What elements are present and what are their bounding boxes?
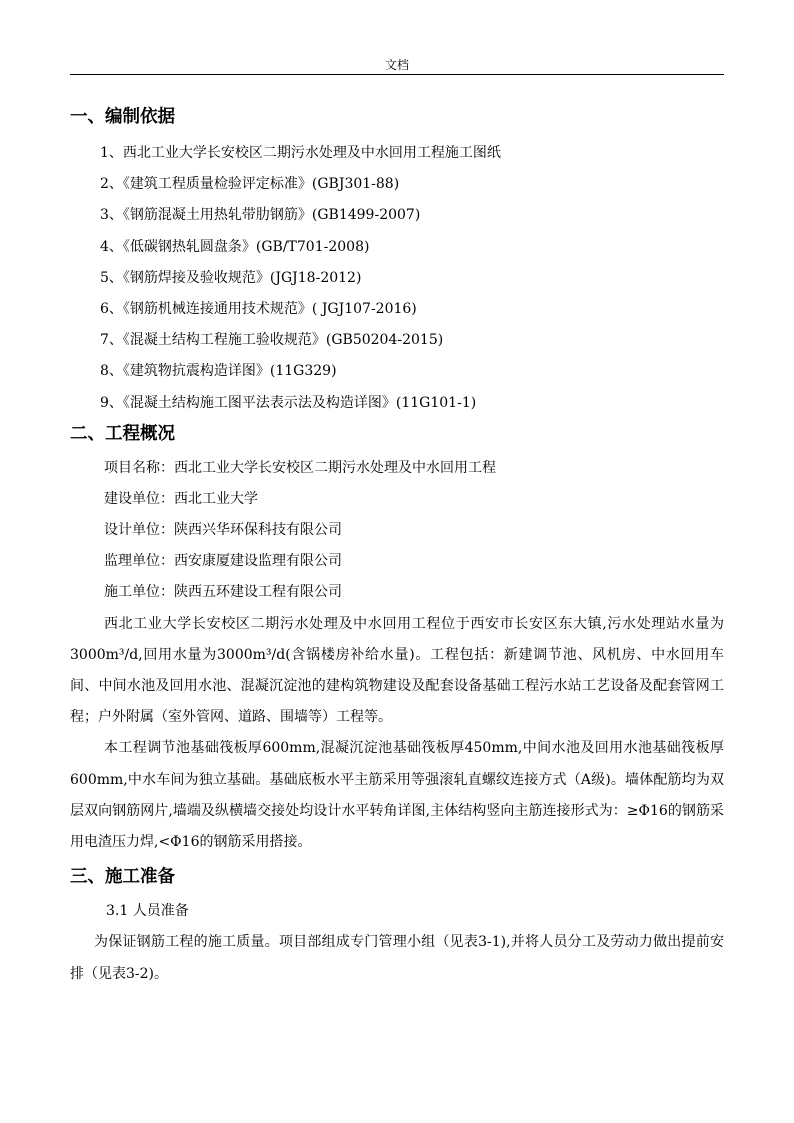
basis-list <box>70 138 724 419</box>
list-item: 5、《钢筋焊接及验收规范》(JGJ18-2012) <box>100 269 362 286</box>
contractor-field: 施工单位：陕西五环建设工程有限公司 <box>104 584 342 601</box>
project-name-field: 项目名称：西北工业大学长安校区二期污水处理及中水回用工程 <box>104 459 496 476</box>
owner-field: 建设单位：西北工业大学 <box>104 490 258 507</box>
page-header: 文档 <box>384 58 409 72</box>
supervisor-field: 监理单位：西安康厦建设监理有限公司 <box>104 553 342 570</box>
prep-paragraph: 为保证钢筋工程的施工质量。项目部组成专门管理小组（见表3-1),并将人员分工及劳动力做出提前安排（见表3-2)。 <box>70 934 724 982</box>
designer-field: 设计单位：陕西兴华环保科技有限公司 <box>104 522 342 539</box>
list-item: 3、《钢筋混凝土用热轧带肋钢筋》(GB1499-2007) <box>100 207 421 224</box>
section-heading-basis: 一、编制依据 <box>70 107 175 127</box>
subsection-heading-personnel: 3.1 人员准备 <box>106 903 189 920</box>
overview-paragraph-1: 西北工业大学长安校区二期污水处理及中水回用工程位于西安市长安区东大镇,污水处理站水量为3000m³/d,回用水量为3000m³/d(含锅楼房补给水量)。工程包括：新建调节池、风机房、中水回用车间、中间水池及回用水池、混凝沉淀池的建构筑物建设及配套设备基础工程污水站工艺设备及配套管网工程；户外附属（室外管网、道路、围墙等）工程等。 <box>70 615 724 726</box>
section-heading-overview: 二、工程概况 <box>70 423 175 444</box>
list-item: 1、西北工业大学长安校区二期污水处理及中水回用工程施工图纸 <box>100 145 501 161</box>
header-divider <box>70 74 724 75</box>
list-item: 2、《建筑工程质量检验评定标准》(GBJ301-88) <box>100 176 400 193</box>
overview-paragraph-2: 本工程调节池基础筏板厚600mm,混凝沉淀池基础筏板厚450mm,中间水池及回用水池基础筏板厚600mm,中水车间为独立基础。基础底板水平主筋采用等强滚轧直螺纹连接方式（A级)。墙体配筋均为双层双向钢筋网片,墙端及纵横墙交接处均设计水平转角详图,主体结构竖向主筋连接形式为：≥Φ16的钢筋采用电渣压力焊,<Φ16的钢筋采用搭接。 <box>70 740 724 851</box>
list-item: 7、《混凝土结构工程施工验收规范》(GB50204-2015) <box>100 332 444 349</box>
document-body <box>70 102 724 990</box>
list-item: 8、《建筑物抗震构造详图》(11G329) <box>100 363 337 380</box>
section-heading-prep: 三、施工准备 <box>70 867 175 888</box>
list-item: 6、《钢筋机械连接通用技术规范》( JGJ107-2016) <box>100 300 417 317</box>
overview-fields <box>70 453 724 609</box>
list-item: 9、《混凝土结构施工图平法表示法及构造详图》(11G101-1) <box>100 394 477 411</box>
list-item: 4、《低碳钢热轧圆盘条》(GB/T701-2008) <box>100 238 370 255</box>
